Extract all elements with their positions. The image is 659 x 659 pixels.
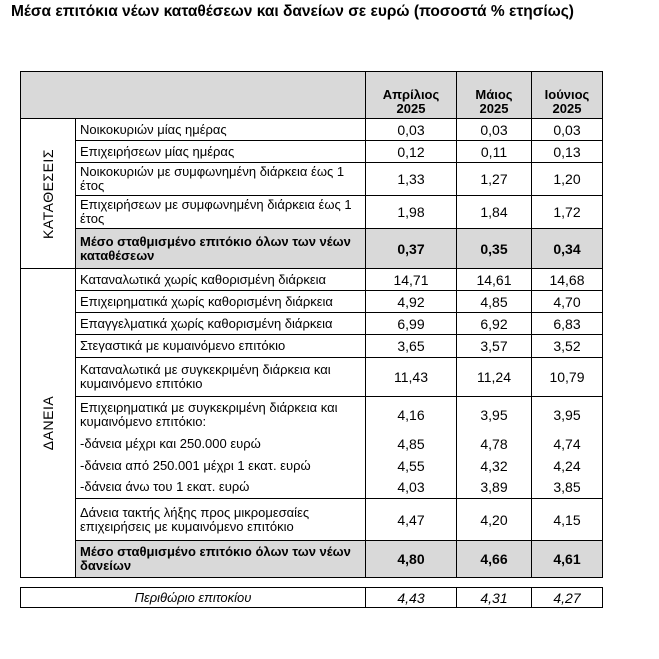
row-value: 4,47 (366, 499, 457, 541)
row-value: 3,52 (532, 335, 603, 358)
row-label: Επιχειρηματικά με συγκεκριμένη διάρκεια και κυμαινόμενο επιτόκιο: (76, 397, 366, 433)
subrow-label: -δάνεια άνω του 1 εκατ. ευρώ (76, 477, 366, 499)
table-row (21, 119, 603, 141)
row-value: 3,89 (457, 477, 532, 499)
table-subrow (21, 477, 603, 499)
margin-value: 4,27 (532, 588, 603, 608)
row-value: 4,70 (532, 291, 603, 313)
row-value: 1,84 (457, 196, 532, 229)
row-value: 4,85 (457, 291, 532, 313)
row-value: 0,11 (457, 141, 532, 163)
margin-value: 4,43 (366, 588, 457, 608)
row-value: 4,61 (532, 541, 603, 578)
column-year: 2025 (479, 101, 509, 116)
table-row (21, 313, 603, 335)
row-value: 4,15 (532, 499, 603, 541)
row-value: 3,95 (532, 397, 603, 433)
row-label: Καταναλωτικά χωρίς καθορισμένη διάρκεια (76, 269, 366, 291)
row-value: 0,34 (532, 229, 603, 269)
header-row (21, 72, 603, 119)
row-value: 4,24 (532, 455, 603, 477)
row-value: 3,65 (366, 335, 457, 358)
header-empty-cell (21, 72, 366, 119)
loans-average-row (21, 541, 603, 578)
row-value: 0,37 (366, 229, 457, 269)
column-month: Απρίλιος (382, 87, 440, 102)
row-value: 0,12 (366, 141, 457, 163)
table-row (21, 499, 603, 541)
margin-row (21, 588, 603, 608)
row-value: 4,92 (366, 291, 457, 313)
row-value: 0,03 (532, 119, 603, 141)
row-value: 14,68 (532, 269, 603, 291)
row-label: Στεγαστικά με κυμαινόμενο επιτόκιο (76, 335, 366, 358)
table-row (21, 358, 603, 397)
column-year: 2025 (552, 101, 582, 116)
table-row (21, 141, 603, 163)
row-value: 4,20 (457, 499, 532, 541)
table-row (21, 291, 603, 313)
row-label: Επιχειρηματικά χωρίς καθορισμένη διάρκεια (76, 291, 366, 313)
row-value: 4,03 (366, 477, 457, 499)
loans-section-label (21, 269, 76, 578)
row-value: 4,85 (366, 433, 457, 455)
row-value: 4,80 (366, 541, 457, 578)
row-value: 11,43 (366, 358, 457, 397)
column-header-april (366, 72, 457, 119)
row-value: 3,85 (532, 477, 603, 499)
column-header-may (457, 72, 532, 119)
row-value: 14,71 (366, 269, 457, 291)
table-row (21, 196, 603, 229)
table-row (21, 163, 603, 196)
row-value: 0,03 (366, 119, 457, 141)
row-value: 4,16 (366, 397, 457, 433)
row-label: Επιχειρήσεων μίας ημέρας (76, 141, 366, 163)
row-label: Νοικοκυριών με συμφωνημένη διάρκεια έως 1 έτος (76, 163, 366, 196)
deposits-average-row (21, 229, 603, 269)
column-year: 2025 (396, 101, 426, 116)
row-value: 1,27 (457, 163, 532, 196)
row-value: 1,98 (366, 196, 457, 229)
row-label: Επαγγελματικά χωρίς καθορισμένη διάρκεια (76, 313, 366, 335)
row-label: Μέσο σταθμισμένο επιτόκιο όλων των νέων δανείων (76, 541, 366, 578)
row-value: 0,35 (457, 229, 532, 269)
row-value: 4,66 (457, 541, 532, 578)
page-title: Μέσα επιτόκια νέων καταθέσεων και δανείων σε ευρώ (ποσοστά % ετησίως) (11, 3, 574, 20)
column-month: Μάιος (475, 87, 513, 102)
table-row (21, 335, 603, 358)
row-value: 1,72 (532, 196, 603, 229)
table-subrow (21, 455, 603, 477)
row-value: 4,55 (366, 455, 457, 477)
row-value: 6,99 (366, 313, 457, 335)
row-value: 0,03 (457, 119, 532, 141)
row-value: 14,61 (457, 269, 532, 291)
margin-value: 4,31 (457, 588, 532, 608)
row-value: 0,13 (532, 141, 603, 163)
margin-label: Περιθώριο επιτοκίου (21, 588, 366, 608)
deposits-section-label (21, 119, 76, 269)
row-label: Δάνεια τακτής λήξης προς μικρομεσαίες επιχειρήσεις με κυμαινόμενο επιτόκιο (76, 499, 366, 541)
row-value: 6,83 (532, 313, 603, 335)
row-label: Καταναλωτικά με συγκεκριμένη διάρκεια και κυμαινόμενο επιτόκιο (76, 358, 366, 397)
row-value: 6,92 (457, 313, 532, 335)
row-value: 10,79 (532, 358, 603, 397)
row-value: 3,57 (457, 335, 532, 358)
row-value: 4,78 (457, 433, 532, 455)
subrow-label: -δάνεια μέχρι και 250.000 ευρώ (76, 433, 366, 455)
rates-table (20, 71, 603, 578)
row-label: Νοικοκυριών μίας ημέρας (76, 119, 366, 141)
table-row (21, 397, 603, 433)
column-header-june (532, 72, 603, 119)
row-value: 11,24 (457, 358, 532, 397)
column-month: Ιούνιος (544, 87, 590, 102)
table-subrow (21, 433, 603, 455)
section-label: ΚΑΤΑΘΕΣΕΙΣ (40, 148, 56, 239)
row-label: Μέσο σταθμισμένο επιτόκιο όλων των νέων καταθέσεων (76, 229, 366, 269)
subrow-label: -δάνεια από 250.001 μέχρι 1 εκατ. ευρώ (76, 455, 366, 477)
table-row (21, 269, 603, 291)
margin-table (20, 587, 603, 608)
row-value: 4,74 (532, 433, 603, 455)
section-label: ΔΑΝΕΙΑ (40, 395, 56, 451)
row-label: Επιχειρήσεων με συμφωνημένη διάρκεια έως 1 έτος (76, 196, 366, 229)
row-value: 4,32 (457, 455, 532, 477)
row-value: 1,20 (532, 163, 603, 196)
row-value: 3,95 (457, 397, 532, 433)
row-value: 1,33 (366, 163, 457, 196)
